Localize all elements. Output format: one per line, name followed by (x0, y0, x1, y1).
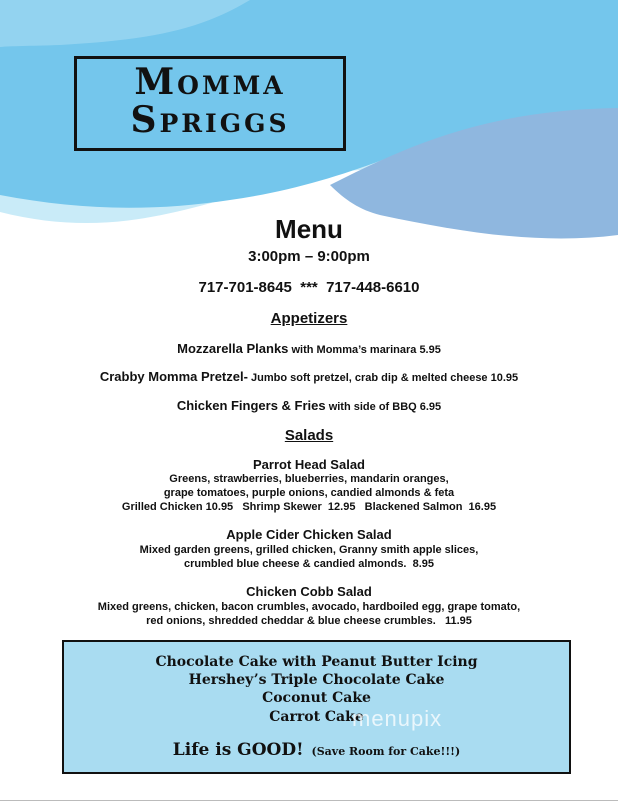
logo-line-2: Spriggs (130, 99, 290, 141)
logo-line-1: Momma (134, 61, 286, 103)
cake-item: Chocolate Cake with Peanut Butter Icing (155, 654, 478, 670)
hours: 3:00pm – 9:00pm (248, 248, 370, 265)
salad-price-line: Grilled Chicken 10.95 Shrimp Skewer 12.95 Blackened Salmon 16.95 (121, 501, 497, 513)
tagline (64, 740, 569, 760)
salad-desc-line: grape tomatoes, purple onions, candied almonds & feta (163, 487, 455, 499)
menu-title: Menu (275, 214, 343, 244)
salad-name: Apple Cider Chicken Salad (226, 527, 392, 542)
salad-desc-line: crumbled blue cheese & candied almonds. 8.95 (183, 558, 435, 570)
salad-desc-line: red onions, shredded cheddar & blue cheese crumbles. 11.95 (146, 615, 472, 627)
item-desc: with Momma’s marinara 5.95 (288, 344, 441, 356)
tagline-text: Life is GOOD! (172, 740, 304, 760)
salad-desc-line: Mixed greens, chicken, bacon crumbles, avocado, hardboiled egg, grape tomato, (97, 601, 521, 613)
cake-item: Carrot Cake (269, 709, 364, 725)
tagline-note: (Save Room for Cake!!!) (311, 745, 461, 758)
salad-name: Parrot Head Salad (253, 457, 365, 472)
item-name: Chicken Fingers & Fries (176, 398, 326, 413)
item-name: Crabby Momma Pretzel- (99, 369, 248, 384)
phone-numbers: 717-701-8645 *** 717-448-6610 (198, 279, 420, 296)
cake-item: Coconut Cake (262, 690, 371, 706)
logo (74, 56, 346, 151)
salad-desc-line: Greens, strawberries, blueberries, mandarin oranges, (169, 473, 449, 485)
cake-item: Hershey’s Triple Chocolate Cake (188, 672, 445, 688)
item-name: Mozzarella Planks (177, 341, 289, 356)
menu-item (0, 398, 618, 413)
menu-item (0, 369, 618, 384)
item-desc: Jumbo soft pretzel, crab dip & melted cheese 10.95 (247, 372, 519, 384)
cake-box (62, 640, 571, 774)
appetizers-heading: Appetizers (270, 310, 348, 327)
item-desc: with side of BBQ 6.95 (325, 401, 442, 413)
page-bottom-divider (0, 800, 618, 801)
watermark: menupix (352, 706, 443, 731)
menu-item (0, 341, 618, 356)
salads-heading: Salads (284, 427, 334, 444)
salad-name: Chicken Cobb Salad (246, 584, 372, 599)
salad-desc-line: Mixed garden greens, grilled chicken, Granny smith apple slices, (139, 544, 479, 556)
